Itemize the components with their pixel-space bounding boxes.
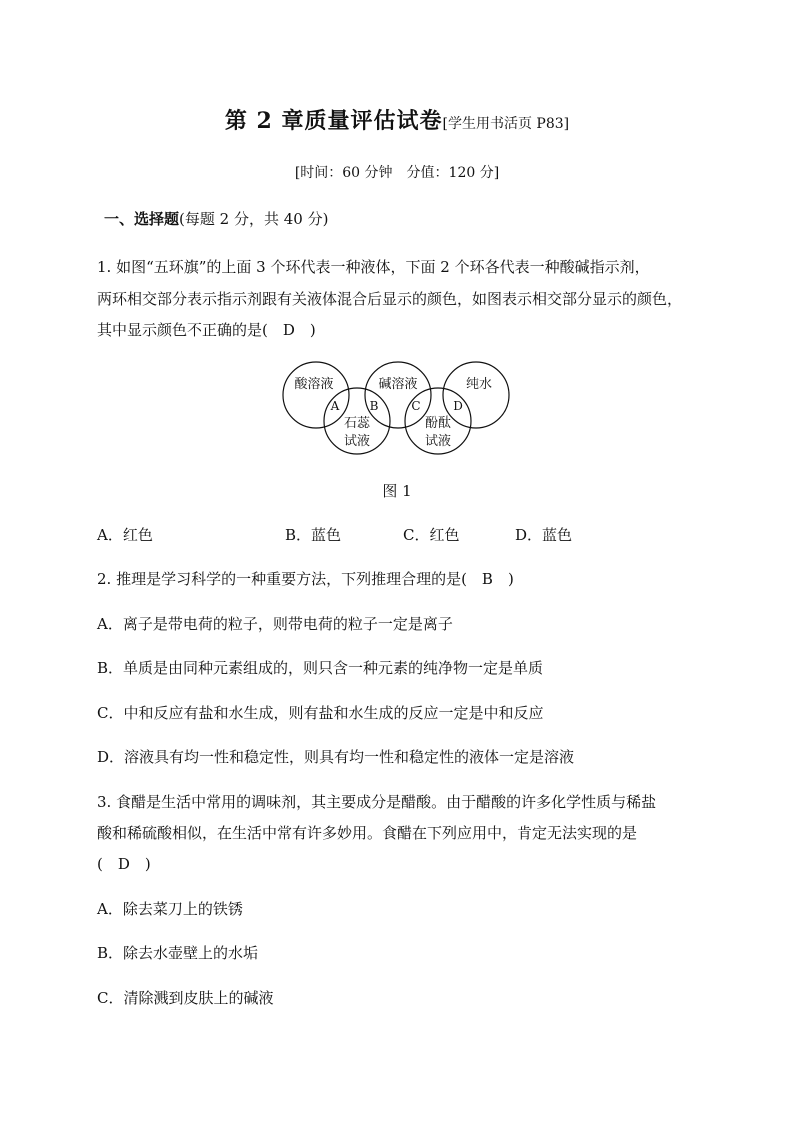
ring-label-phenol-2: 试液 xyxy=(424,434,452,449)
q2-option-a: A．离子是带电荷的粒子，则带电荷的粒子一定是离子 xyxy=(97,615,453,633)
q2-option-d: D．溶液具有均一性和稳定性，则具有均一性和稳定性的液体一定是溶液 xyxy=(97,748,575,766)
q3-option-b: B．除去水壶壁上的水垢 xyxy=(97,944,259,962)
page-title xyxy=(0,104,794,135)
intersection-label-d: D xyxy=(453,399,463,413)
q2-stem: 2. 推理是学习科学的一种重要方法，下列推理合理的是( B ) xyxy=(97,570,514,588)
q1-option-d: D．蓝色 xyxy=(515,526,573,544)
ring-label-acid: 酸溶液 xyxy=(294,377,334,392)
intersection-label-c: C xyxy=(411,399,421,413)
q3-line-2: 酸和稀硫酸相似，在生活中常有许多妙用。食醋在下列应用中，肯定无法实现的是 xyxy=(97,824,638,842)
q1-line-3: 其中显示颜色不正确的是( D ) xyxy=(97,321,316,339)
ring-label-litmus-2: 试液 xyxy=(343,434,371,449)
q3-line-3: ( D ) xyxy=(97,855,151,873)
five-ring-figure xyxy=(270,355,530,465)
q1-option-a: A．红色 xyxy=(97,526,153,544)
q1-line-1: 1. 如图“五环旗”的上面 3 个环代表一种液体，下面 2 个环各代表一种酸碱指示剂， xyxy=(97,258,650,276)
q3-line-1: 3. 食醋是生活中常用的调味剂，其主要成分是醋酸。由于醋酸的许多化学性质与稀盐 xyxy=(97,793,657,811)
figure-caption: 图 1 xyxy=(382,482,412,500)
q1-option-b: B．蓝色 xyxy=(285,526,342,544)
q2-option-b: B．单质是由同种元素组成的，则只含一种元素的纯净物一定是单质 xyxy=(97,659,544,677)
section-title: 一、选择题 xyxy=(104,210,180,228)
ring-label-phenol-1: 酚酞 xyxy=(424,416,452,431)
ring-water xyxy=(443,362,509,428)
title-source: [学生用书活页 P83] xyxy=(442,116,570,132)
ring-label-litmus-1: 石蕊 xyxy=(343,416,371,431)
title-main: 第 2 章质量评估试卷 xyxy=(224,108,443,134)
ring-acid xyxy=(283,362,349,428)
ring-label-base: 碱溶液 xyxy=(378,377,418,392)
q3-option-a: A．除去菜刀上的铁锈 xyxy=(97,900,243,918)
q2-option-c: C．中和反应有盐和水生成，则有盐和水生成的反应一定是中和反应 xyxy=(97,704,544,722)
section-detail: (每题 2 分，共 40 分) xyxy=(179,210,329,228)
q3-option-c: C．清除溅到皮肤上的碱液 xyxy=(97,989,274,1007)
exam-meta: [时间：60 分钟 分值：120 分] xyxy=(294,165,500,181)
intersection-label-a: A xyxy=(330,399,340,413)
section-heading xyxy=(104,208,328,229)
ring-label-water: 纯水 xyxy=(465,377,493,392)
q1-line-2: 两环相交部分表示指示剂跟有关液体混合后显示的颜色，如图表示相交部分显示的颜色， xyxy=(97,290,683,308)
q1-option-c: C．红色 xyxy=(403,526,460,544)
intersection-label-b: B xyxy=(369,399,379,413)
ring-base xyxy=(365,362,431,428)
